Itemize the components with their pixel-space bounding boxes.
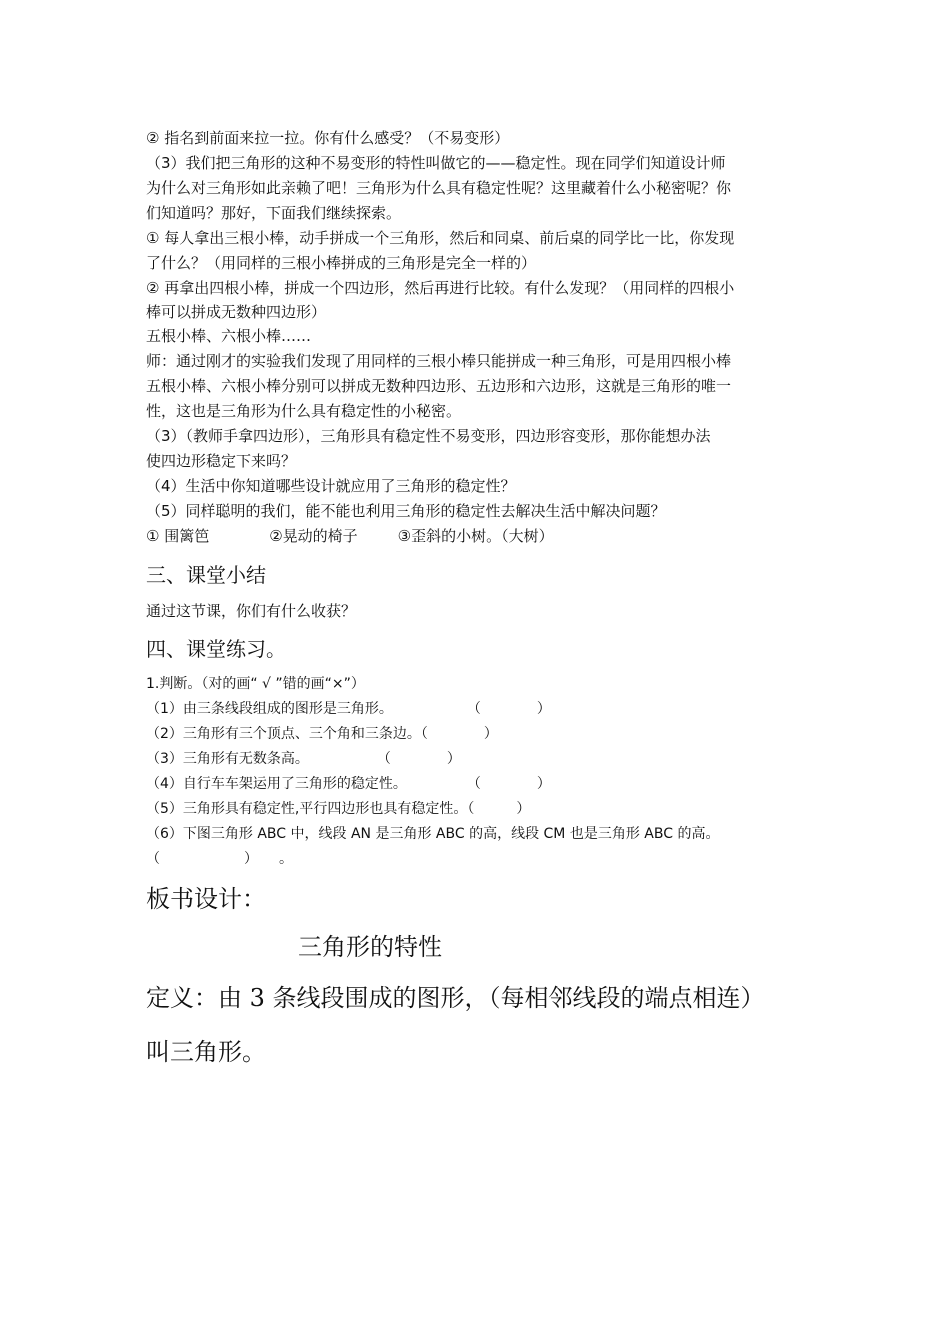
answer-blank: （ ） [466, 701, 551, 717]
body-line: （3）（教师手拿四边形），三角形具有稳定性不易变形，四边形容变形，那你能想办法 [146, 427, 711, 445]
practice-question: （4）自行车车架运用了三角形的稳定性。 （ ） [146, 776, 551, 792]
body-line: （4）生活中你知道哪些设计就应用了三角形的稳定性？ [146, 477, 516, 495]
option-fence: ① 围篱笆 [146, 527, 210, 545]
body-line: 师：通过刚才的实验我们发现了用同样的三根小棒只能拼成一种三角形，可是用四根小棒 [146, 352, 732, 370]
section-heading-practice: 四、课堂练习。 [146, 637, 286, 661]
body-line: 使四边形稳定下来吗？ [146, 452, 297, 470]
body-line: ① 每人拿出三根小棒，动手拼成一个三角形，然后和同桌、前后桌的同学比一比，你发现 [146, 229, 735, 247]
practice-question: （5）三角形具有稳定性,平行四边形也具有稳定性。（ ） [146, 801, 531, 817]
body-line: 棒可以拼成无数种四边形） [146, 303, 327, 321]
practice-question: （1）由三条线段组成的图形是三角形。 （ ） [146, 701, 551, 717]
practice-instruction: 1.判断。（对的画“ √ ”错的画“×”） [146, 676, 365, 692]
option-chair: ②晃动的椅子 [269, 527, 358, 545]
practice-question: （2）三角形有三个顶点、三个角和三条边。（ ） [146, 726, 498, 742]
board-design-label: 板书设计： [146, 885, 266, 913]
definition-line: 定义：由 3 条线段围成的图形，（每相邻线段的端点相连） [146, 984, 765, 1012]
body-line: （3）我们把三角形的这种不易变形的特性叫做它的——稳定性。现在同学们知道设计师 [146, 154, 726, 172]
section-heading-summary: 三、课堂小结 [146, 563, 266, 587]
body-line: 为什么对三角形如此亲赖了吧！三角形为什么具有稳定性呢？这里藏着什么小秘密呢？你 [146, 179, 732, 197]
board-title: 三角形的特性 [298, 933, 442, 961]
answer-blank: （ ） 。 [146, 851, 293, 867]
answer-blank: （ ） [466, 776, 551, 792]
body-line: （5）同样聪明的我们，能不能也利用三角形的稳定性去解决生活中解决问题？ [146, 502, 666, 520]
option-tree: ③歪斜的小树。（大树） [397, 527, 554, 545]
body-line-options [146, 524, 554, 548]
summary-text: 通过这节课，你们有什么收获？ [146, 602, 357, 620]
practice-question: （6）下图三角形 ABC 中，线段 AN 是三角形 ABC 的高，线段 CM 也是三角形 ABC 的高。 [146, 826, 720, 842]
body-line: ② 指名到前面来拉一拉。你有什么感受？（不易变形） [146, 129, 510, 147]
body-line: 们知道吗？那好，下面我们继续探索。 [146, 204, 402, 222]
body-line: 性，这也是三角形为什么具有稳定性的小秘密。 [146, 402, 462, 420]
body-line: 了什么？（用同样的三根小棒拼成的三角形是完全一样的） [146, 254, 537, 272]
answer-blank: （ ） [376, 751, 461, 767]
body-line: ② 再拿出四根小棒，拼成一个四边形，然后再进行比较。有什么发现？（用同样的四根小 [146, 279, 735, 297]
definition-line: 叫三角形。 [146, 1038, 266, 1066]
body-line: 五根小棒、六根小棒…… [146, 327, 312, 345]
body-line: 五根小棒、六根小棒分别可以拼成无数种四边形、五边形和六边形，这就是三角形的唯一 [146, 377, 732, 395]
practice-question: （3）三角形有无数条高。 （ ） [146, 751, 461, 767]
